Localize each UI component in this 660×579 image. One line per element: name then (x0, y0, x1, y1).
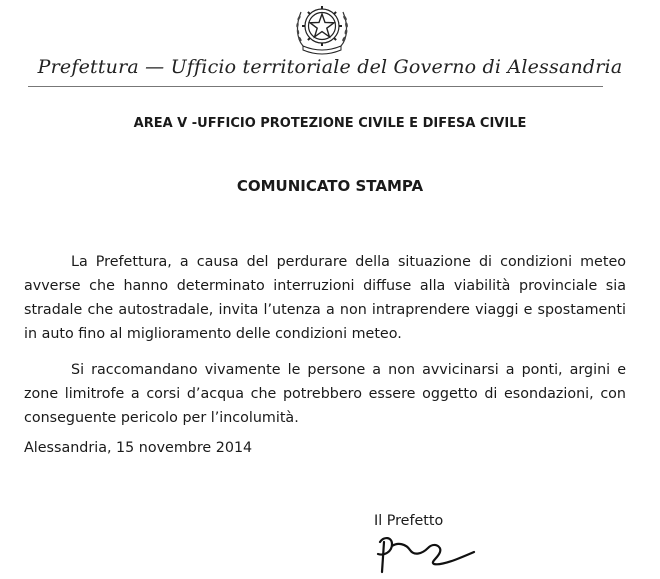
document-title: COMUNICATO STAMPA (236, 177, 424, 195)
body-paragraph: Si raccomandano vivamente le persone a non avvicinarsi a ponti, argini e zone limitrofe a corsi d’acqua che potrebbero essere oggetto di esondazioni, con conseguente pericolo per l’incolumità. (24, 362, 626, 426)
area-heading: AREA V -UFFICIO PROTEZIONE CIVILE E DIFESA CIVILE (133, 116, 527, 131)
place-and-date: Alessandria, 15 novembre 2014 (24, 440, 253, 456)
letterhead-title: Prefettura — Ufficio territoriale del Governo di Alessandria (37, 56, 623, 78)
signatory-title: Il Prefetto (374, 513, 444, 529)
republic-emblem-icon (291, 2, 353, 60)
body-paragraph: La Prefettura, a causa del perdurare della situazione di condizioni meteo avverse che hanno determinato interruzioni diffuse alla viabilità provinciale sia stradale che autostradale, invita l’utenza a non intraprendere viaggi e spostamenti in auto fino al miglioramento delle condizioni meteo. (24, 254, 626, 342)
handwritten-signature-icon (370, 532, 480, 577)
letterhead-divider (28, 86, 603, 87)
